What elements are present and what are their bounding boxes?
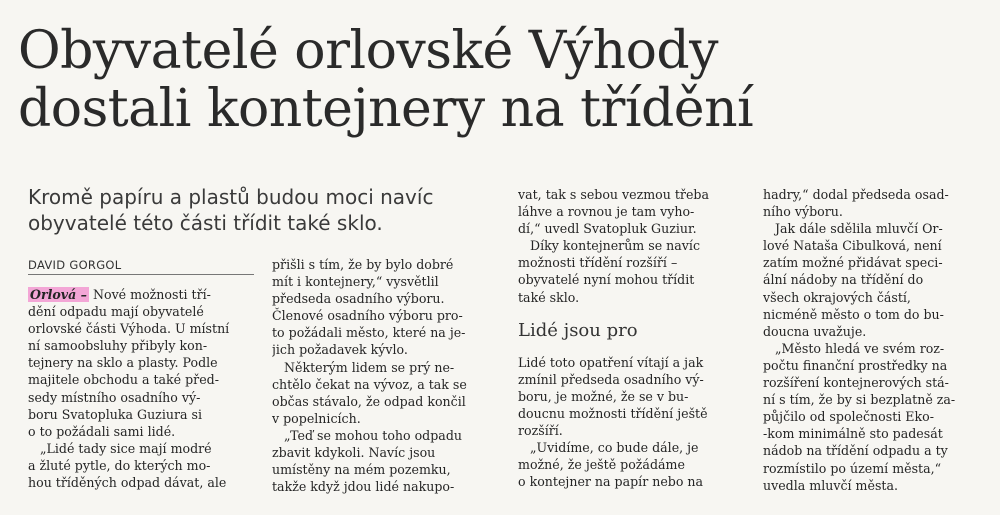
article-line: obyvatelé nyní mohou třídit — [518, 272, 695, 288]
article-line: ního výboru. — [763, 204, 843, 220]
article-line: ní samoobsluhy přibyly kon- — [28, 338, 208, 354]
article-line: chtělo čekat na vývoz, a tak se — [272, 376, 467, 392]
article-line: Jak dále sdělila mluvčí Or- — [775, 221, 943, 237]
article-line: hadry,“ dodal předseda osad- — [763, 187, 949, 202]
headline — [18, 22, 998, 138]
article-line: umístěny na mém pozemku, — [272, 462, 451, 478]
article-line: ní s tím, že by si bezplatně za- — [763, 392, 956, 408]
article-line: Některým lidem se prý ne- — [284, 359, 455, 375]
article-line: přišli s tím, že by bylo dobré — [272, 257, 454, 272]
article-line: láhve a rovnou je tam vyho- — [518, 204, 695, 220]
article-line: Orlová – Nové možnosti tří- — [30, 287, 211, 302]
article-line: ální nádoby na třídění do — [763, 272, 924, 288]
article-line: občas stávalo, že odpad končil — [272, 393, 466, 409]
article-line: sedy místního osadního vý- — [28, 389, 201, 405]
article-line: rozšíření kontejnerových stá- — [763, 375, 949, 391]
article-line: uvedla mluvčí města. — [763, 477, 898, 493]
deck — [28, 184, 508, 236]
article-line: rozšíří. — [518, 423, 563, 439]
article-line: „Město hledá ve svém roz- — [775, 340, 945, 356]
article-line: rozmístilo po území města,“ — [763, 460, 942, 476]
article-line: vat, tak s sebou vezmou třeba — [518, 187, 709, 202]
article-line: možné, že ještě požádáme — [518, 457, 685, 473]
article-line: lové Nataša Cibulková, není — [763, 238, 942, 254]
article-line: o to požádali sami lidé. — [28, 423, 176, 439]
article-line: nicméně město o tom do bu- — [763, 306, 944, 322]
article-line: boru Svatopluka Guziura si — [28, 406, 202, 422]
article-line: v popelnicích. — [272, 410, 361, 426]
article-column-2 — [272, 256, 504, 495]
article-line: půjčilo od společnosti Eko- — [763, 409, 934, 425]
article-line: Lidé toto opatření vítají a jak — [518, 354, 704, 370]
article-line: Členové osadního výboru pro- — [272, 308, 463, 324]
article-line: předseda osadního výboru. — [272, 291, 445, 307]
article-line: dí,“ uvedl Svatopluk Guziur. — [518, 221, 697, 237]
article-line: tejnery na sklo a plasty. Podle — [28, 355, 218, 371]
article-line: „Uvidíme, co bude dále, je — [530, 440, 699, 456]
article-column-3 — [518, 186, 750, 490]
article-line: „Teď se mohou toho odpadu — [284, 427, 462, 443]
article-line: všech okrajových částí, — [763, 289, 911, 305]
article-line: Díky kontejnerům se navíc — [530, 238, 700, 254]
dateline: Orlová – — [30, 287, 87, 302]
article-line: orlovské části Výhoda. U místní — [28, 321, 230, 337]
deck-line-2: obyvatelé této části třídit také sklo. — [28, 211, 383, 235]
article-line: počtu finanční prostředky na — [763, 357, 948, 373]
article-line: doucna uvažuje. — [763, 323, 867, 339]
article-line: doucnu možnosti třídění ještě — [518, 405, 708, 421]
article-line: takže když jdou lidé nakupo- — [272, 479, 455, 495]
article-line: boru, je možné, že se v bu- — [518, 388, 689, 404]
article-line: jich požadavek kývlo. — [272, 342, 408, 358]
article-line: mít i kontejnery,“ vysvětlil — [272, 274, 439, 290]
article-line: „Lidé tady sice mají modré — [40, 440, 212, 456]
article-line: možnosti třídění rozšíří – — [518, 255, 678, 271]
deck-line-1: Kromě papíru a plastů budou moci navíc — [28, 185, 434, 209]
article-line: majitele obchodu a také před- — [28, 372, 219, 388]
article-line: o kontejner na papír nebo na — [518, 474, 704, 490]
article-column-4 — [763, 186, 995, 494]
article-line: hou tříděných odpad dávat, ale — [28, 475, 227, 491]
article-line: zbavit kdykoli. Navíc jsou — [272, 445, 436, 461]
article-line: -kom minimálně sto padesát — [763, 426, 943, 442]
article-line: také sklo. — [518, 289, 580, 305]
article-line: a žluté pytle, do kterých mo- — [28, 457, 211, 473]
article-line: zmínil předseda osadního vý- — [518, 371, 704, 387]
headline-line-2: dostali kontejnery na třídění — [18, 79, 754, 139]
article-line: to požádali město, které na je- — [272, 325, 466, 341]
article-line: zatím možné přidávat speci- — [763, 255, 943, 271]
article-line: nádob na třídění odpadu a ty — [763, 443, 948, 459]
headline-line-1: Obyvatelé orlovské Výhody — [18, 21, 719, 81]
byline: DAVID GORGOL — [28, 258, 254, 275]
article-line: dění odpadu mají obyvatelé — [28, 304, 204, 320]
subheading: Lidé jsou pro — [518, 319, 638, 341]
article-column-1 — [28, 286, 258, 491]
